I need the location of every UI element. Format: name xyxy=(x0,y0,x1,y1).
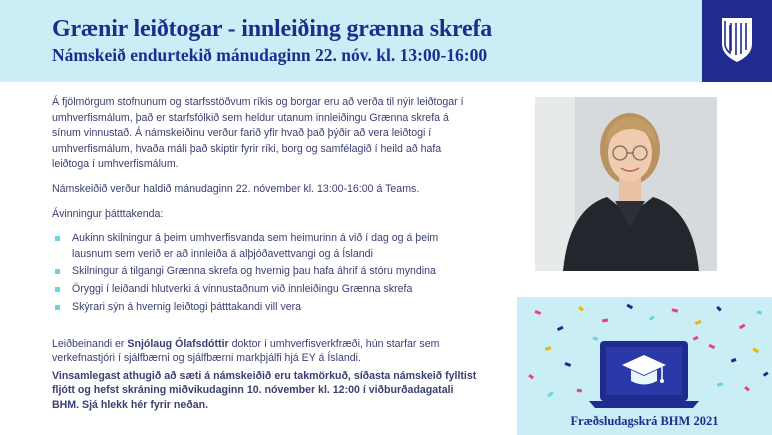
list-item xyxy=(52,264,480,280)
instructor-prefix: Leiðbeinandi er xyxy=(52,338,128,350)
benefits-heading: Ávinningur þátttakenda: xyxy=(52,207,164,220)
instructor-portrait xyxy=(535,97,717,271)
list-item xyxy=(52,231,480,262)
bullet-icon xyxy=(55,269,60,274)
benefits-list xyxy=(52,231,480,315)
benefit-text: Aukinn skilningur á þeim umhverfisvanda sem heimurinn á við í dag og á þeim lausnum sem verið er að innleiða á alþjóðavettvangi og á Íslandi xyxy=(72,232,439,260)
list-item xyxy=(52,282,480,298)
intro-paragraph: Á fjölmörgum stofnunum og starfsstöðvum ríkis og borgar eru að verða til nýir leiðtogar í umhverfismálum, það er starfsfólkið sem heldur utanum innleiðingu Grænna skrefa á sínum vinnustað. Á námskeiðinu verður farið yfir hvað það þýðir að vera leiðtogi í umhverfismálum, hvaða máli það skiptir fyrir ríki, borg og samfélagið í heild að hafa leiðtoga í umhverfismálum. xyxy=(52,96,464,171)
bullet-icon xyxy=(55,287,60,292)
page-title: Grænir leiðtogar - innleiðing grænna skrefa xyxy=(52,16,493,42)
date-paragraph: Námskeiðið verður haldið mánudaginn 22. nóvember kl. 13:00-16:00 á Teams. xyxy=(52,182,420,195)
list-item xyxy=(52,300,480,316)
benefit-text: Skýrari sýn á hvernig leiðtogi þátttakandi vill vera xyxy=(72,300,302,313)
page-subtitle: Námskeið endurtekið mánudaginn 22. nóv. kl. 13:00-16:00 xyxy=(52,45,488,65)
benefit-text: Öryggi í leiðandi hlutverki á vinnustaðnum við innleiðingu Grænna skrefa xyxy=(72,282,413,295)
benefit-text: Skilningur á tilgangi Grænna skrefa og hvernig þau hafa áhrif á stóru myndina xyxy=(72,265,436,278)
header-banner xyxy=(0,0,702,82)
registration-notice: Vinsamlegast athugið að sæti á námskeiðið eru takmörkuð, síðasta námskeið fylltist fljótt og hefst skráning miðvikudaginn 10. nóvember kl. 12:00 í viðburðadagatali BHM. Sjá hlekk hér fyrir neðan. xyxy=(52,369,477,411)
bullet-icon xyxy=(55,305,60,310)
bullet-icon xyxy=(55,236,60,241)
instructor-suffix: doktor í umhverfisverkfræði, hún starfar sem verkefnastjóri í sjálfbærni og sjálfbærni markþjálfi hjá EY á Íslandi. xyxy=(52,338,440,365)
instructor-and-notice xyxy=(52,337,482,415)
panel-caption: Fræðsludagskrá BHM 2021 xyxy=(570,414,719,428)
course-description xyxy=(52,95,480,317)
logo-panel xyxy=(702,0,772,82)
promo-panel xyxy=(517,297,772,435)
bhm-logo-icon xyxy=(722,18,752,62)
instructor-paragraph xyxy=(52,337,482,366)
instructor-name: Snjólaug Ólafsdóttir xyxy=(127,338,229,350)
